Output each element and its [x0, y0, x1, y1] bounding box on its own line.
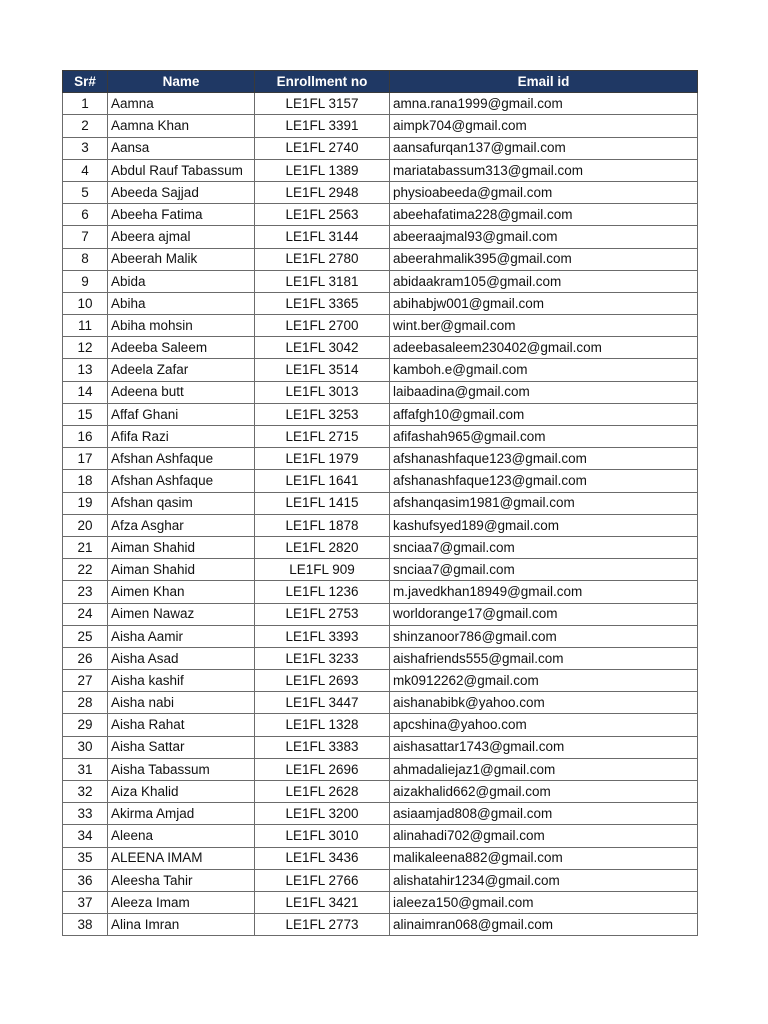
cell-sr: 9 — [63, 270, 108, 292]
cell-name: Aiza Khalid — [108, 781, 255, 803]
table-row — [63, 758, 698, 780]
cell-email: abidaakram105@gmail.com — [390, 270, 698, 292]
cell-enrollment: LE1FL 3233 — [255, 647, 390, 669]
cell-enrollment: LE1FL 909 — [255, 559, 390, 581]
table-row — [63, 448, 698, 470]
cell-enrollment: LE1FL 2766 — [255, 869, 390, 891]
cell-name: Aisha kashif — [108, 670, 255, 692]
cell-name: Aamna Khan — [108, 115, 255, 137]
table-row — [63, 536, 698, 558]
cell-enrollment: LE1FL 1389 — [255, 159, 390, 181]
header-name: Name — [108, 71, 255, 93]
cell-email: snciaa7@gmail.com — [390, 559, 698, 581]
cell-sr: 7 — [63, 226, 108, 248]
table-row — [63, 625, 698, 647]
cell-name: Afshan Ashfaque — [108, 448, 255, 470]
cell-name: Aiman Shahid — [108, 559, 255, 581]
cell-email: laibaadina@gmail.com — [390, 381, 698, 403]
cell-sr: 20 — [63, 514, 108, 536]
cell-sr: 27 — [63, 670, 108, 692]
cell-email: aimpk704@gmail.com — [390, 115, 698, 137]
table-row — [63, 492, 698, 514]
cell-email: asiaamjad808@gmail.com — [390, 803, 698, 825]
cell-name: Abeeda Sajjad — [108, 181, 255, 203]
cell-sr: 21 — [63, 536, 108, 558]
table-row — [63, 869, 698, 891]
cell-sr: 6 — [63, 204, 108, 226]
cell-sr: 23 — [63, 581, 108, 603]
cell-email: snciaa7@gmail.com — [390, 536, 698, 558]
cell-enrollment: LE1FL 3013 — [255, 381, 390, 403]
cell-name: Aleesha Tahir — [108, 869, 255, 891]
table-row — [63, 137, 698, 159]
cell-name: Akirma Amjad — [108, 803, 255, 825]
table-row — [63, 315, 698, 337]
table-row — [63, 270, 698, 292]
cell-sr: 15 — [63, 403, 108, 425]
table-row — [63, 891, 698, 913]
cell-email: afshanashfaque123@gmail.com — [390, 470, 698, 492]
table-row — [63, 581, 698, 603]
cell-email: m.javedkhan18949@gmail.com — [390, 581, 698, 603]
cell-enrollment: LE1FL 3447 — [255, 692, 390, 714]
table-header — [63, 71, 698, 93]
cell-enrollment: LE1FL 1641 — [255, 470, 390, 492]
cell-email: afshanqasim1981@gmail.com — [390, 492, 698, 514]
cell-enrollment: LE1FL 2773 — [255, 914, 390, 936]
table-row — [63, 403, 698, 425]
table-row — [63, 470, 698, 492]
cell-name: Aansa — [108, 137, 255, 159]
cell-name: Abeera ajmal — [108, 226, 255, 248]
cell-sr: 34 — [63, 825, 108, 847]
table-row — [63, 692, 698, 714]
cell-enrollment: LE1FL 3365 — [255, 292, 390, 314]
cell-sr: 19 — [63, 492, 108, 514]
cell-enrollment: LE1FL 3181 — [255, 270, 390, 292]
table-row — [63, 292, 698, 314]
cell-name: Aisha Aamir — [108, 625, 255, 647]
cell-email: physioabeeda@gmail.com — [390, 181, 698, 203]
table-row — [63, 647, 698, 669]
cell-name: Aiman Shahid — [108, 536, 255, 558]
cell-email: aishasattar1743@gmail.com — [390, 736, 698, 758]
cell-enrollment: LE1FL 3421 — [255, 891, 390, 913]
table-row — [63, 736, 698, 758]
cell-name: Afshan Ashfaque — [108, 470, 255, 492]
cell-sr: 29 — [63, 714, 108, 736]
cell-email: ialeeza150@gmail.com — [390, 891, 698, 913]
cell-email: alishatahir1234@gmail.com — [390, 869, 698, 891]
cell-enrollment: LE1FL 3391 — [255, 115, 390, 137]
cell-sr: 36 — [63, 869, 108, 891]
cell-name: Aisha Asad — [108, 647, 255, 669]
cell-enrollment: LE1FL 2715 — [255, 426, 390, 448]
cell-email: ahmadaliejaz1@gmail.com — [390, 758, 698, 780]
cell-enrollment: LE1FL 2700 — [255, 315, 390, 337]
header-enrollment: Enrollment no — [255, 71, 390, 93]
table-row — [63, 847, 698, 869]
cell-sr: 12 — [63, 337, 108, 359]
table-row — [63, 93, 698, 115]
cell-email: afifashah965@gmail.com — [390, 426, 698, 448]
student-table — [62, 70, 698, 936]
cell-enrollment: LE1FL 3253 — [255, 403, 390, 425]
cell-name: Alina Imran — [108, 914, 255, 936]
cell-email: alinahadi702@gmail.com — [390, 825, 698, 847]
table-row — [63, 603, 698, 625]
cell-email: alinaimran068@gmail.com — [390, 914, 698, 936]
cell-name: Aisha Sattar — [108, 736, 255, 758]
cell-sr: 5 — [63, 181, 108, 203]
table-row — [63, 337, 698, 359]
cell-sr: 22 — [63, 559, 108, 581]
header-email: Email id — [390, 71, 698, 93]
cell-sr: 31 — [63, 758, 108, 780]
cell-name: Aleeza Imam — [108, 891, 255, 913]
cell-name: Affaf Ghani — [108, 403, 255, 425]
cell-sr: 26 — [63, 647, 108, 669]
cell-enrollment: LE1FL 2740 — [255, 137, 390, 159]
cell-email: abeeraajmal93@gmail.com — [390, 226, 698, 248]
cell-sr: 35 — [63, 847, 108, 869]
cell-sr: 10 — [63, 292, 108, 314]
table-row — [63, 226, 698, 248]
cell-enrollment: LE1FL 2948 — [255, 181, 390, 203]
table-row — [63, 803, 698, 825]
cell-email: aishanabibk@yahoo.com — [390, 692, 698, 714]
cell-email: adeebasaleem230402@gmail.com — [390, 337, 698, 359]
cell-enrollment: LE1FL 2780 — [255, 248, 390, 270]
table-row — [63, 914, 698, 936]
cell-sr: 17 — [63, 448, 108, 470]
cell-name: Aleena — [108, 825, 255, 847]
cell-enrollment: LE1FL 3436 — [255, 847, 390, 869]
cell-enrollment: LE1FL 1328 — [255, 714, 390, 736]
cell-email: abeerahmalik395@gmail.com — [390, 248, 698, 270]
cell-enrollment: LE1FL 2693 — [255, 670, 390, 692]
cell-name: Adeena butt — [108, 381, 255, 403]
cell-enrollment: LE1FL 2628 — [255, 781, 390, 803]
cell-sr: 25 — [63, 625, 108, 647]
cell-sr: 37 — [63, 891, 108, 913]
table-row — [63, 159, 698, 181]
cell-sr: 1 — [63, 93, 108, 115]
cell-enrollment: LE1FL 3200 — [255, 803, 390, 825]
cell-enrollment: LE1FL 2696 — [255, 758, 390, 780]
cell-email: apcshina@yahoo.com — [390, 714, 698, 736]
cell-enrollment: LE1FL 3157 — [255, 93, 390, 115]
cell-email: wint.ber@gmail.com — [390, 315, 698, 337]
cell-enrollment: LE1FL 3514 — [255, 359, 390, 381]
cell-enrollment: LE1FL 3393 — [255, 625, 390, 647]
table-row — [63, 781, 698, 803]
table-body — [63, 93, 698, 936]
cell-name: Aisha Tabassum — [108, 758, 255, 780]
cell-sr: 24 — [63, 603, 108, 625]
cell-sr: 16 — [63, 426, 108, 448]
cell-name: Afifa Razi — [108, 426, 255, 448]
cell-sr: 14 — [63, 381, 108, 403]
cell-name: ALEENA IMAM — [108, 847, 255, 869]
table-row — [63, 714, 698, 736]
cell-enrollment: LE1FL 1878 — [255, 514, 390, 536]
cell-email: affafgh10@gmail.com — [390, 403, 698, 425]
table-row — [63, 181, 698, 203]
cell-enrollment: LE1FL 3042 — [255, 337, 390, 359]
cell-sr: 30 — [63, 736, 108, 758]
cell-name: Aamna — [108, 93, 255, 115]
cell-name: Aimen Nawaz — [108, 603, 255, 625]
cell-email: aishafriends555@gmail.com — [390, 647, 698, 669]
header-row — [63, 71, 698, 93]
cell-sr: 28 — [63, 692, 108, 714]
cell-name: Abdul Rauf Tabassum — [108, 159, 255, 181]
cell-email: afshanashfaque123@gmail.com — [390, 448, 698, 470]
cell-sr: 33 — [63, 803, 108, 825]
cell-name: Abida — [108, 270, 255, 292]
cell-enrollment: LE1FL 2753 — [255, 603, 390, 625]
cell-sr: 8 — [63, 248, 108, 270]
cell-name: Abiha mohsin — [108, 315, 255, 337]
cell-email: shinzanoor786@gmail.com — [390, 625, 698, 647]
table-row — [63, 825, 698, 847]
table-row — [63, 204, 698, 226]
header-sr: Sr# — [63, 71, 108, 93]
cell-sr: 13 — [63, 359, 108, 381]
cell-enrollment: LE1FL 1415 — [255, 492, 390, 514]
cell-email: amna.rana1999@gmail.com — [390, 93, 698, 115]
cell-email: abihabjw001@gmail.com — [390, 292, 698, 314]
cell-enrollment: LE1FL 3010 — [255, 825, 390, 847]
table-row — [63, 115, 698, 137]
table-row — [63, 381, 698, 403]
table-row — [63, 426, 698, 448]
cell-enrollment: LE1FL 1979 — [255, 448, 390, 470]
cell-name: Abiha — [108, 292, 255, 314]
cell-email: aizakhalid662@gmail.com — [390, 781, 698, 803]
cell-sr: 18 — [63, 470, 108, 492]
cell-name: Abeeha Fatima — [108, 204, 255, 226]
cell-sr: 3 — [63, 137, 108, 159]
table-row — [63, 248, 698, 270]
cell-enrollment: LE1FL 2563 — [255, 204, 390, 226]
cell-enrollment: LE1FL 3383 — [255, 736, 390, 758]
cell-sr: 2 — [63, 115, 108, 137]
cell-email: mk0912262@gmail.com — [390, 670, 698, 692]
cell-email: worldorange17@gmail.com — [390, 603, 698, 625]
cell-name: Adeeba Saleem — [108, 337, 255, 359]
cell-email: kashufsyed189@gmail.com — [390, 514, 698, 536]
cell-email: malikaleena882@gmail.com — [390, 847, 698, 869]
table-row — [63, 359, 698, 381]
cell-name: Afza Asghar — [108, 514, 255, 536]
table-row — [63, 514, 698, 536]
cell-email: kamboh.e@gmail.com — [390, 359, 698, 381]
cell-name: Aisha Rahat — [108, 714, 255, 736]
cell-name: Afshan qasim — [108, 492, 255, 514]
cell-name: Aimen Khan — [108, 581, 255, 603]
cell-enrollment: LE1FL 2820 — [255, 536, 390, 558]
cell-sr: 32 — [63, 781, 108, 803]
cell-sr: 11 — [63, 315, 108, 337]
cell-email: abeehafatima228@gmail.com — [390, 204, 698, 226]
table-row — [63, 559, 698, 581]
cell-email: mariatabassum313@gmail.com — [390, 159, 698, 181]
cell-name: Adeela Zafar — [108, 359, 255, 381]
cell-email: aansafurqan137@gmail.com — [390, 137, 698, 159]
cell-name: Abeerah Malik — [108, 248, 255, 270]
cell-enrollment: LE1FL 1236 — [255, 581, 390, 603]
cell-enrollment: LE1FL 3144 — [255, 226, 390, 248]
cell-name: Aisha nabi — [108, 692, 255, 714]
table-row — [63, 670, 698, 692]
cell-sr: 38 — [63, 914, 108, 936]
cell-sr: 4 — [63, 159, 108, 181]
